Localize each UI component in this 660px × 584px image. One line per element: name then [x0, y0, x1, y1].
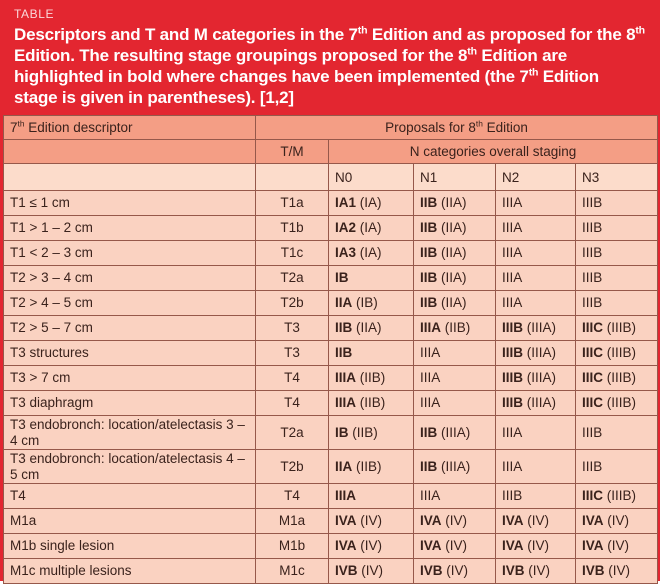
table-row: [4, 559, 658, 584]
stage-cell-n0: [329, 450, 414, 484]
stage-cell-n1: [414, 559, 496, 584]
previous-stage-value: (IA): [359, 245, 382, 261]
stage-value: IA2: [335, 220, 357, 236]
descriptor-cell: T2 > 5 – 7 cm: [4, 316, 256, 341]
previous-stage-value: (IV): [608, 563, 631, 579]
previous-stage-value: (IA): [359, 195, 382, 211]
tm-cell: T2b: [256, 291, 329, 316]
stage-value: IIIA: [420, 320, 442, 336]
descriptor-subheader-spacer: [4, 164, 256, 191]
stage-cell-n3: [576, 391, 658, 416]
stage-cell-n1: [414, 266, 496, 291]
previous-stage-value: (IIIB): [606, 370, 637, 386]
stage-value: IIB: [335, 320, 353, 336]
n3-header: N3: [576, 164, 658, 191]
previous-stage-value: (IV): [527, 538, 550, 554]
stage-value: IIB: [335, 345, 353, 361]
table-label: TABLE: [14, 7, 55, 21]
stage-value: IIIC: [582, 488, 604, 504]
descriptor-cell: T3 > 7 cm: [4, 366, 256, 391]
stage-value: IIIB: [582, 220, 603, 236]
stage-value: IIIA: [502, 245, 523, 261]
tm-cell: M1b: [256, 534, 329, 559]
previous-stage-value: (IIIA): [441, 458, 471, 474]
stage-cell-n1: [414, 241, 496, 266]
previous-stage-value: (IIB): [356, 458, 382, 474]
descriptor-cell: M1c multiple lesions: [4, 559, 256, 584]
table-row: [4, 416, 658, 450]
previous-stage-value: (IIIA): [526, 320, 557, 336]
stage-cell-n0: [329, 484, 414, 509]
previous-stage-value: (IIB): [359, 395, 386, 411]
previous-stage-value: (IIA): [441, 295, 467, 311]
stage-cell-n0: [329, 366, 414, 391]
stage-cell-n2: [496, 366, 576, 391]
stage-cell-n1: [414, 291, 496, 316]
stage-cell-n2: [496, 241, 576, 266]
tm-cell: T4: [256, 366, 329, 391]
stage-cell-n1: [414, 341, 496, 366]
stage-value: IVA: [582, 513, 604, 529]
banner: [3, 0, 657, 115]
stage-value: IVA: [582, 538, 604, 554]
stage-cell-n0: [329, 216, 414, 241]
stage-cell-n3: [576, 416, 658, 450]
table-caption: Descriptors and T and M categories in the 7th Edition and as proposed for the 8th Edition. The resulting stage groupings proposed for the 8th Edition are highlighted in bold where changes have been implemented (the 7th Edition stage is given in parentheses). [1,2]: [14, 24, 645, 107]
n-group-header: N categories overall staging: [329, 140, 658, 164]
descriptor-cell: T1 < 2 – 3 cm: [4, 241, 256, 266]
previous-stage-value: (IIB): [444, 320, 471, 336]
stage-cell-n1: [414, 534, 496, 559]
stage-value: IIIA: [502, 458, 523, 474]
descriptor-cell: T4: [4, 484, 256, 509]
stage-value: IIIB: [502, 395, 524, 411]
stage-value: IIIC: [582, 370, 604, 386]
stage-value: IVB: [582, 563, 605, 579]
stage-value: IIIB: [502, 370, 524, 386]
stage-value: IVA: [335, 538, 357, 554]
stage-cell-n0: [329, 191, 414, 216]
stage-cell-n2: [496, 191, 576, 216]
stage-value: IIIA: [502, 270, 523, 286]
previous-stage-value: (IIB): [352, 424, 378, 440]
stage-cell-n0: [329, 509, 414, 534]
tm-cell: M1c: [256, 559, 329, 584]
stage-value: IIIA: [502, 424, 523, 440]
stage-cell-n3: [576, 216, 658, 241]
stage-value: IA1: [335, 195, 357, 211]
stage-cell-n3: [576, 316, 658, 341]
previous-stage-value: (IIIB): [606, 320, 637, 336]
previous-stage-value: (IB): [356, 295, 378, 311]
table-row: [4, 241, 658, 266]
previous-stage-value: (IIIB): [606, 488, 637, 504]
stage-cell-n0: [329, 241, 414, 266]
table-row: [4, 291, 658, 316]
n1-header: N1: [414, 164, 496, 191]
stage-cell-n1: [414, 366, 496, 391]
stage-cell-n3: [576, 450, 658, 484]
stage-value: IIIB: [502, 320, 524, 336]
stage-cell-n1: [414, 216, 496, 241]
stage-cell-n0: [329, 534, 414, 559]
descriptor-cell: T1 ≤ 1 cm: [4, 191, 256, 216]
stage-value: IIB: [420, 458, 438, 474]
stage-value: IB: [335, 424, 349, 440]
stage-cell-n1: [414, 391, 496, 416]
stage-cell-n3: [576, 291, 658, 316]
stage-cell-n2: [496, 509, 576, 534]
previous-stage-value: (IV): [527, 513, 550, 529]
stage-cell-n1: [414, 416, 496, 450]
stage-cell-n2: [496, 416, 576, 450]
previous-stage-value: (IV): [607, 513, 630, 529]
proposals-header: Proposals for 8th Edition: [256, 116, 658, 140]
stage-cell-n0: [329, 416, 414, 450]
stage-cell-n0: [329, 341, 414, 366]
previous-stage-value: (IIA): [441, 270, 467, 286]
stage-value: IIIA: [420, 395, 441, 411]
previous-stage-value: (IV): [607, 538, 630, 554]
descriptor-header-spacer: [4, 140, 256, 164]
stage-value: IIA: [335, 295, 353, 311]
stage-cell-n1: [414, 450, 496, 484]
stage-value: IIIC: [582, 320, 604, 336]
stage-cell-n3: [576, 191, 658, 216]
stage-value: IIIC: [582, 395, 604, 411]
stage-cell-n0: [329, 559, 414, 584]
previous-stage-value: (IIA): [441, 245, 467, 261]
table-row: [4, 316, 658, 341]
stage-cell-n2: [496, 534, 576, 559]
table-row: [4, 216, 658, 241]
descriptor-cell: T3 endobronch: location/atelectasis 4 – 5 cm: [4, 450, 256, 484]
stage-cell-n2: [496, 266, 576, 291]
stage-value: IVA: [420, 538, 442, 554]
stage-cell-n2: [496, 216, 576, 241]
stage-value: IIIB: [582, 424, 603, 440]
stage-cell-n2: [496, 450, 576, 484]
table-row: [4, 266, 658, 291]
stage-cell-n2: [496, 559, 576, 584]
table-row: [4, 366, 658, 391]
previous-stage-value: (IV): [360, 538, 383, 554]
previous-stage-value: (IV): [361, 563, 384, 579]
header-row-2: [4, 140, 658, 164]
stage-value: IIB: [420, 270, 438, 286]
table-row: [4, 341, 658, 366]
stage-value: IIIB: [582, 295, 603, 311]
stage-value: IIIA: [502, 220, 523, 236]
previous-stage-value: (IV): [360, 513, 383, 529]
previous-stage-value: (IV): [445, 538, 468, 554]
tm-cell: T2b: [256, 450, 329, 484]
stage-cell-n0: [329, 266, 414, 291]
stage-value: IVA: [502, 513, 524, 529]
stage-cell-n2: [496, 391, 576, 416]
stage-value: IIIA: [420, 345, 441, 361]
previous-stage-value: (IIIA): [526, 345, 557, 361]
descriptor-cell: T3 diaphragm: [4, 391, 256, 416]
stage-cell-n3: [576, 241, 658, 266]
stage-cell-n2: [496, 291, 576, 316]
stage-cell-n3: [576, 534, 658, 559]
tm-cell: T3: [256, 316, 329, 341]
stage-value: IIB: [420, 424, 438, 440]
stage-cell-n0: [329, 391, 414, 416]
stage-cell-n3: [576, 266, 658, 291]
tm-cell: T3: [256, 341, 329, 366]
stage-cell-n1: [414, 191, 496, 216]
descriptor-header: 7th Edition descriptor: [4, 116, 256, 140]
previous-stage-value: (IIA): [441, 195, 467, 211]
stage-value: IIB: [420, 220, 438, 236]
stage-value: IIIB: [582, 270, 603, 286]
tm-cell: T1c: [256, 241, 329, 266]
stage-cell-n3: [576, 559, 658, 584]
stage-cell-n2: [496, 341, 576, 366]
stage-value: IIIA: [420, 370, 441, 386]
tm-cell: M1a: [256, 509, 329, 534]
previous-stage-value: (IIIA): [441, 424, 471, 440]
tm-subheader-spacer: [256, 164, 329, 191]
stage-value: IIIB: [502, 345, 524, 361]
n0-header: N0: [329, 164, 414, 191]
stage-value: IIIC: [582, 345, 604, 361]
table-row: [4, 191, 658, 216]
stage-cell-n2: [496, 484, 576, 509]
stage-cell-n3: [576, 366, 658, 391]
stage-value: IIIB: [582, 458, 603, 474]
stage-cell-n0: [329, 316, 414, 341]
descriptor-cell: T3 endobronch: location/atelectasis 3 – 4 cm: [4, 416, 256, 450]
stage-value: IVB: [502, 563, 525, 579]
staging-table: [3, 115, 658, 584]
stage-cell-n1: [414, 316, 496, 341]
previous-stage-value: (IV): [445, 513, 468, 529]
stage-value: IVA: [502, 538, 524, 554]
descriptor-cell: M1b single lesion: [4, 534, 256, 559]
stage-value: IIIA: [502, 295, 523, 311]
previous-stage-value: (IIA): [441, 220, 467, 236]
table-row: [4, 484, 658, 509]
stage-value: IIIA: [335, 395, 357, 411]
stage-value: IB: [335, 270, 349, 286]
stage-cell-n1: [414, 509, 496, 534]
previous-stage-value: (IV): [528, 563, 551, 579]
stage-value: IIIA: [420, 488, 441, 504]
table-row: [4, 534, 658, 559]
stage-value: IIIA: [502, 195, 523, 211]
tm-cell: T4: [256, 391, 329, 416]
tm-header: T/M: [256, 140, 329, 164]
previous-stage-value: (IIIA): [526, 370, 557, 386]
stage-value: IIIB: [502, 488, 523, 504]
n2-header: N2: [496, 164, 576, 191]
descriptor-cell: T1 > 1 – 2 cm: [4, 216, 256, 241]
stage-cell-n3: [576, 341, 658, 366]
descriptor-cell: T3 structures: [4, 341, 256, 366]
previous-stage-value: (IV): [446, 563, 469, 579]
stage-value: IVA: [335, 513, 357, 529]
previous-stage-value: (IA): [359, 220, 382, 236]
descriptor-cell: T2 > 4 – 5 cm: [4, 291, 256, 316]
stage-value: IIIB: [582, 245, 603, 261]
stage-cell-n1: [414, 484, 496, 509]
previous-stage-value: (IIA): [356, 320, 382, 336]
table-row: [4, 391, 658, 416]
descriptor-cell: T2 > 3 – 4 cm: [4, 266, 256, 291]
tm-cell: T2a: [256, 416, 329, 450]
stage-value: IIB: [420, 245, 438, 261]
stage-value: IIB: [420, 295, 438, 311]
tm-cell: T2a: [256, 266, 329, 291]
tm-cell: T4: [256, 484, 329, 509]
header-row-1: [4, 116, 658, 140]
stage-value: IIIB: [582, 195, 603, 211]
stage-value: IIIA: [335, 370, 357, 386]
table-row: [4, 450, 658, 484]
stage-value: IIB: [420, 195, 438, 211]
previous-stage-value: (IIIA): [526, 395, 557, 411]
stage-value: IIA: [335, 458, 353, 474]
stage-value: IVB: [420, 563, 443, 579]
stage-cell-n2: [496, 316, 576, 341]
stage-value: IIIA: [335, 488, 357, 504]
header-row-3: [4, 164, 658, 191]
tm-cell: T1b: [256, 216, 329, 241]
previous-stage-value: (IIB): [359, 370, 386, 386]
stage-value: IVB: [335, 563, 358, 579]
previous-stage-value: (IIIB): [606, 345, 637, 361]
stage-cell-n0: [329, 291, 414, 316]
stage-value: IVA: [420, 513, 442, 529]
stage-cell-n3: [576, 484, 658, 509]
stage-cell-n3: [576, 509, 658, 534]
stage-value: IA3: [335, 245, 357, 261]
table-row: [4, 509, 658, 534]
tm-cell: T1a: [256, 191, 329, 216]
descriptor-cell: M1a: [4, 509, 256, 534]
previous-stage-value: (IIIB): [606, 395, 637, 411]
